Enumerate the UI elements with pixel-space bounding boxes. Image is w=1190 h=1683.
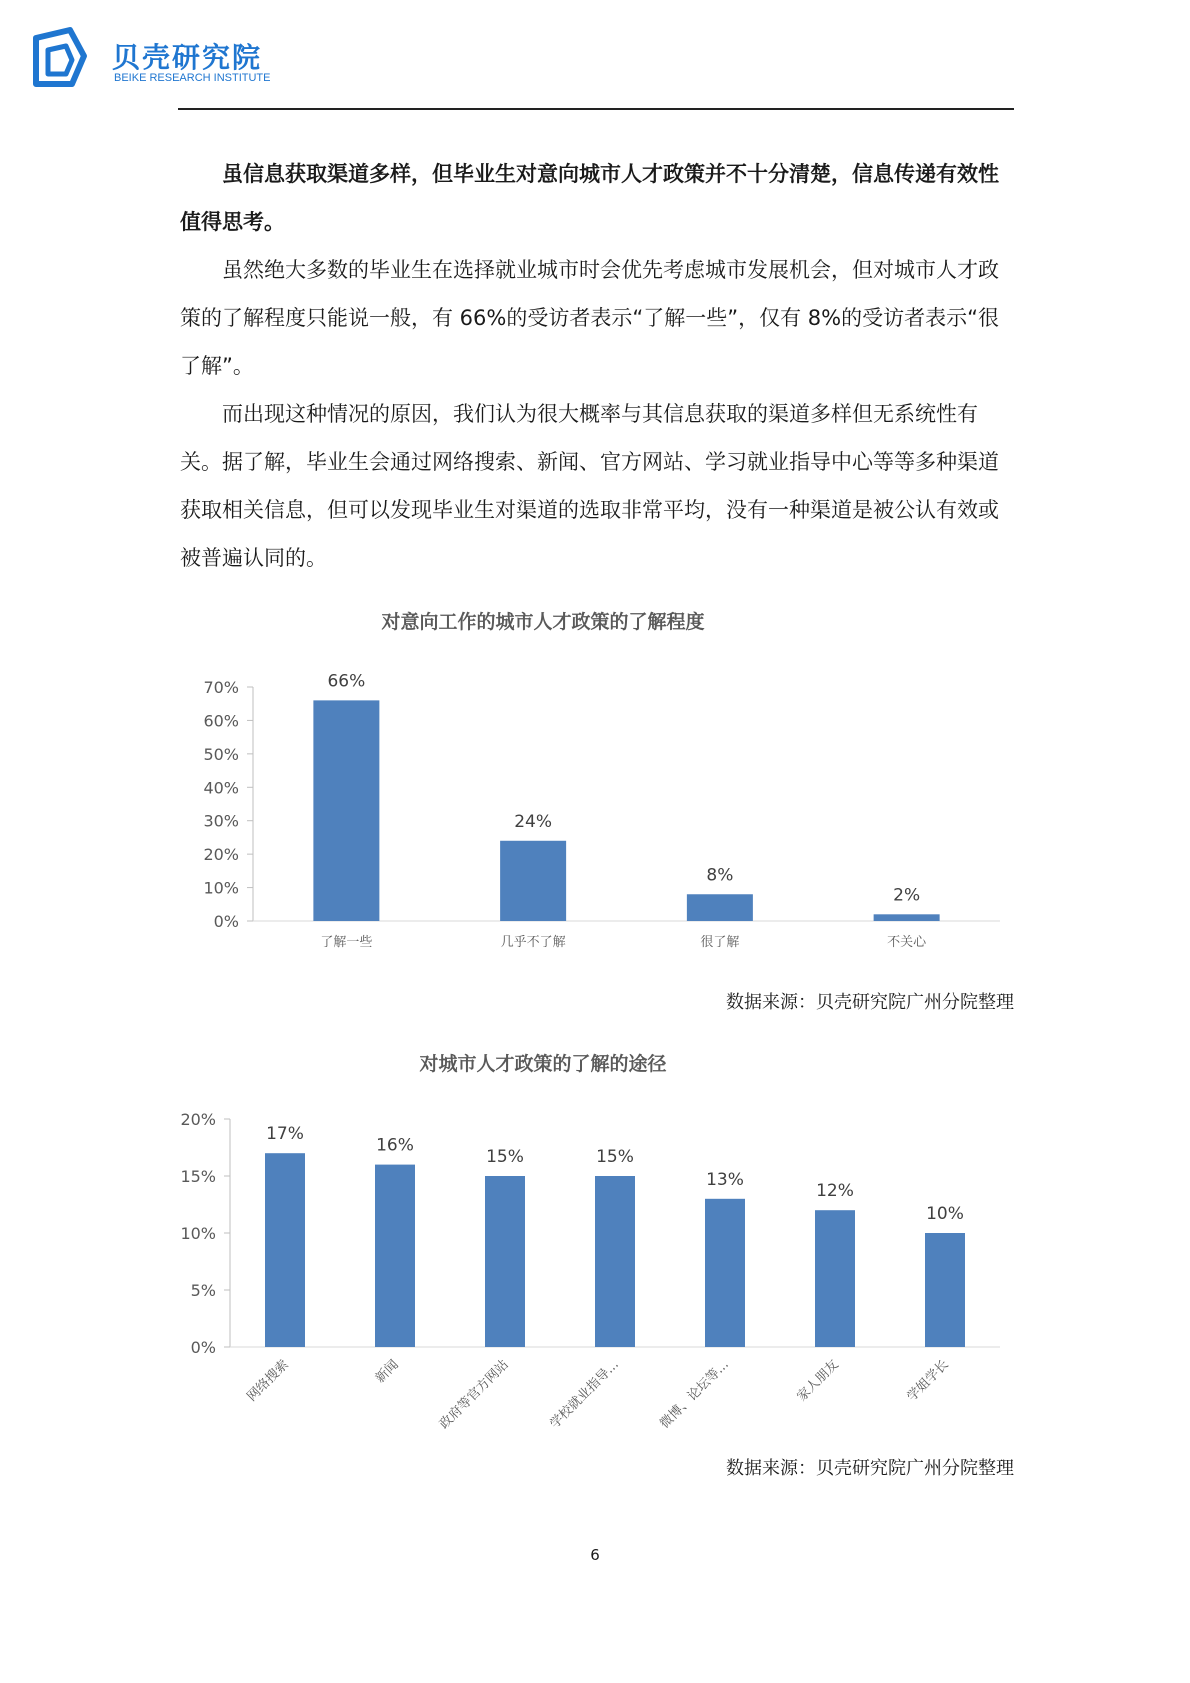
chart-2-bar	[815, 1210, 855, 1347]
page-number: 6	[590, 1546, 600, 1564]
chart-2-y-tick-label: 10%	[180, 1224, 216, 1243]
chart-understanding-level	[180, 600, 1020, 960]
chart-1-data-label: 2%	[893, 885, 921, 906]
header-divider	[178, 108, 1014, 110]
chart-2-data-label: 10%	[926, 1204, 964, 1224]
chart-2-bar	[925, 1233, 965, 1347]
chart-2-y-tick-label: 15%	[180, 1167, 216, 1186]
chart-2-data-label: 16%	[376, 1135, 414, 1156]
chart-2-x-tick-label: 网络搜索	[244, 1357, 292, 1405]
chart-1-y-tick-label: 10%	[203, 878, 239, 898]
section-heading: 虽信息获取渠道多样，但毕业生对意向城市人才政策并不十分清楚，信息传递有效性值得思考。	[180, 162, 999, 234]
chart-2-bar	[265, 1153, 305, 1347]
chart-2-y-tick-label: 5%	[190, 1281, 216, 1300]
paragraph-1: 虽然绝大多数的毕业生在选择就业城市时会优先考虑城市发展机会，但对城市人才政策的了解程度只能说一般，有 66%的受访者表示“了解一些”，仅有 8%的受访者表示“很了解”。	[180, 258, 999, 378]
chart-1-x-tick-label: 几乎不了解	[500, 935, 566, 950]
body-text	[180, 150, 1014, 582]
chart-1-y-tick-label: 70%	[203, 678, 239, 697]
chart-1-y-tick-label: 40%	[203, 778, 239, 798]
chart-2-y-tick-label: 0%	[190, 1338, 216, 1357]
chart-2-bar	[595, 1176, 635, 1347]
chart-info-channels	[180, 1046, 1020, 1446]
chart-1-y-tick-label: 50%	[203, 744, 239, 764]
chart-1-bar	[874, 914, 940, 921]
chart-1-x-tick-label: 不关心	[887, 935, 927, 950]
chart-2-data-label: 12%	[816, 1181, 854, 1202]
chart-2-bar	[705, 1199, 745, 1347]
chart-1-bar	[687, 894, 753, 921]
chart-2-title: 对城市人才政策的了解的途径	[419, 1053, 667, 1075]
chart-2-data-label: 15%	[596, 1147, 634, 1167]
chart-2-data-label: 17%	[266, 1124, 304, 1145]
chart-1-x-tick-label: 很了解	[700, 935, 740, 950]
chart-2-source: 数据来源：贝壳研究院广州分院整理	[726, 1458, 1014, 1479]
chart-2-x-tick-label: 家人朋友	[794, 1357, 842, 1405]
chart-2-bar	[485, 1176, 525, 1347]
chart-1-title: 对意向工作的城市人才政策的了解程度	[381, 611, 705, 633]
chart-1-data-label: 24%	[514, 811, 553, 832]
chart-1-data-label: 66%	[327, 671, 366, 692]
chart-1-source: 数据来源：贝壳研究院广州分院整理	[726, 992, 1014, 1013]
chart-1-y-tick-label: 60%	[203, 711, 239, 731]
chart-2-x-tick-label: 学姐学长	[904, 1357, 952, 1405]
paragraph-2: 而出现这种情况的原因，我们认为很大概率与其信息获取的渠道多样但无系统性有关。据了解，毕业生会通过网络搜索、新闻、官方网站、学习就业指导中心等等多种渠道获取相关信息，但可以发现毕业生对渠道的选取非常平均，没有一种渠道是被公认有效或被普遍认同的。	[180, 402, 999, 570]
chart-2-bar	[375, 1165, 415, 1347]
chart-2-x-tick-label: 政府等官方网站	[436, 1357, 512, 1433]
logo-subtitle: BEIKE RESEARCH INSTITUTE	[114, 72, 271, 84]
chart-1-bar	[500, 841, 566, 921]
logo-title: 贝壳研究院	[112, 41, 263, 74]
chart-1-y-tick-label: 30%	[203, 811, 239, 831]
chart-2-x-tick-label: 微博、论坛等...	[657, 1357, 732, 1432]
logo	[22, 26, 271, 90]
chart-2-svg	[180, 1046, 1020, 1446]
chart-2-x-tick-label: 学校就业指导...	[547, 1357, 622, 1432]
chart-1-x-tick-label: 了解一些	[320, 935, 373, 950]
chart-1-data-label: 8%	[706, 865, 734, 886]
chart-1-y-tick-label: 0%	[213, 912, 239, 931]
chart-1-svg	[180, 600, 1020, 960]
chart-2-data-label: 15%	[486, 1147, 524, 1167]
chart-1-bar	[313, 700, 379, 921]
chart-1-y-tick-label: 20%	[203, 845, 239, 865]
beike-logo-icon	[22, 26, 102, 90]
chart-2-x-tick-label: 新闻	[372, 1357, 402, 1387]
chart-2-y-tick-label: 20%	[180, 1110, 216, 1129]
chart-2-data-label: 13%	[706, 1169, 744, 1190]
